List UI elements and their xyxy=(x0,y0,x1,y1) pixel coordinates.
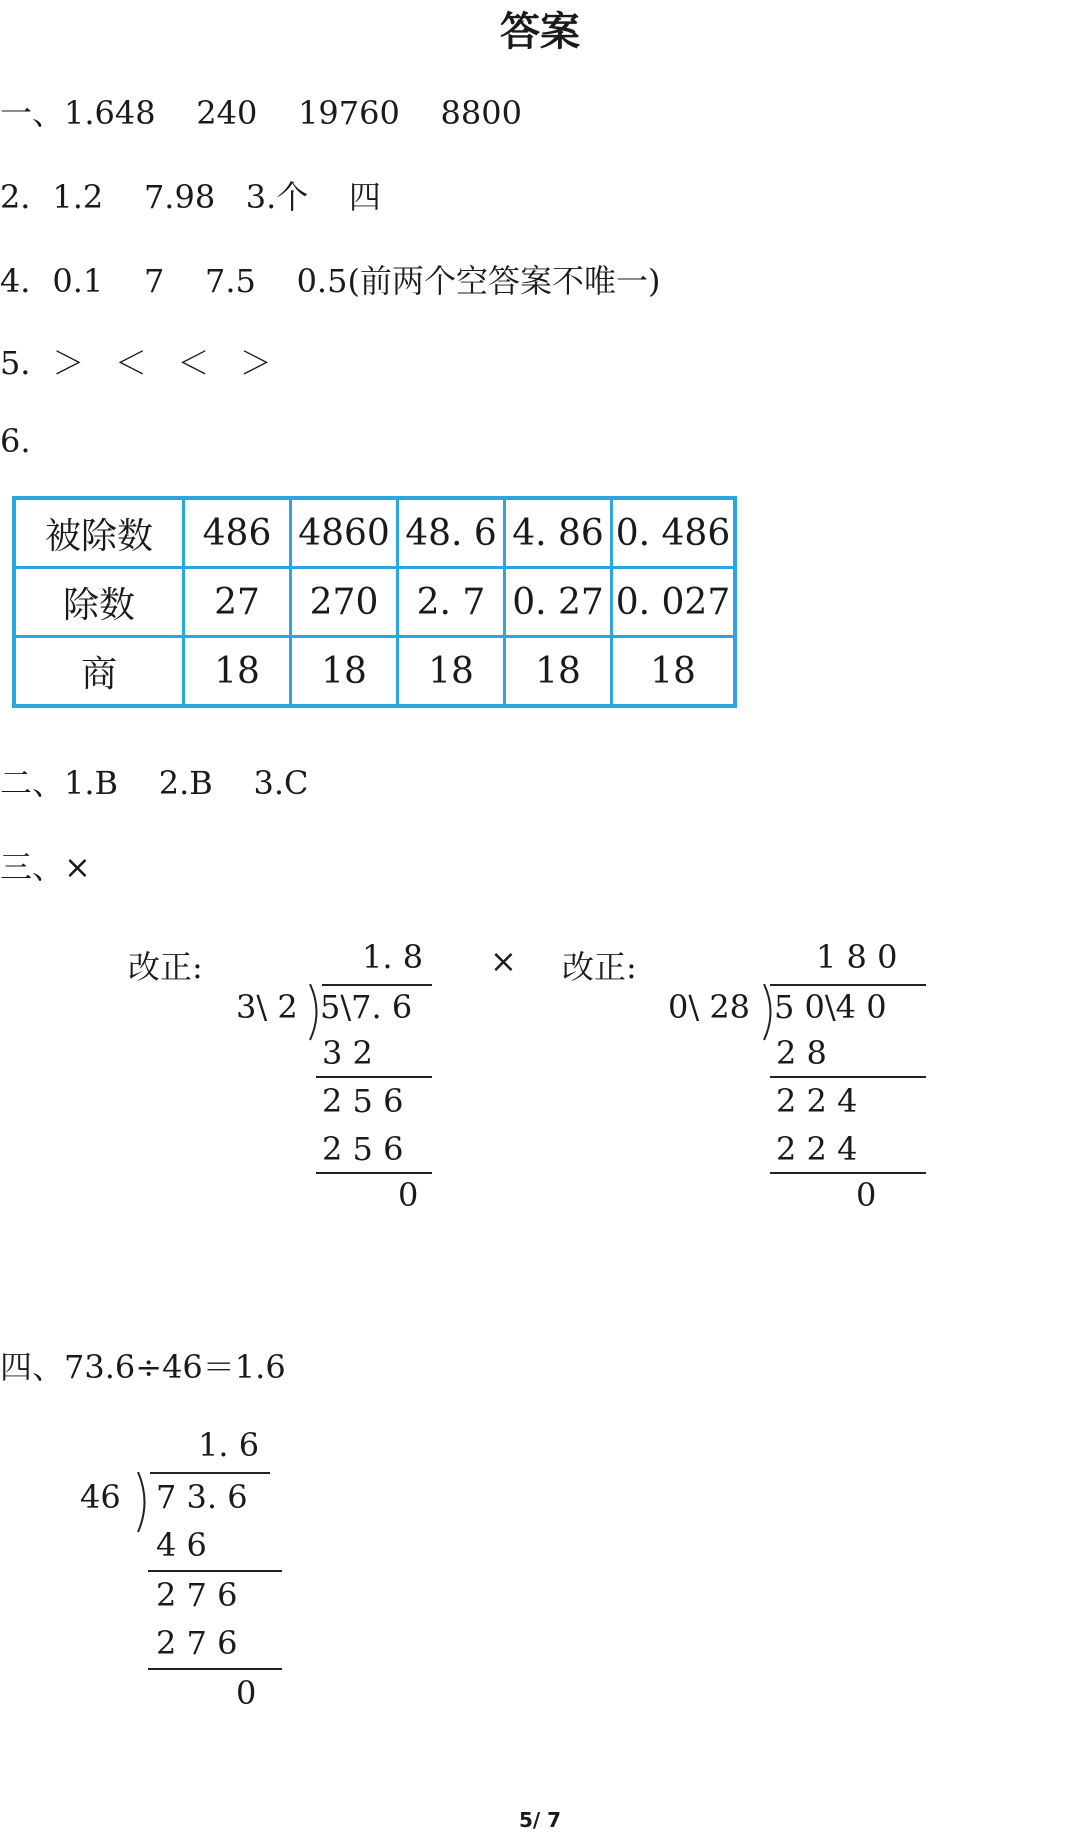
division-step: 2 7 6 xyxy=(156,1576,238,1614)
division-remainder: 0 xyxy=(856,1176,877,1214)
division-rule xyxy=(148,1668,282,1670)
division-step: 2 2 4 xyxy=(776,1130,858,1168)
division-bar xyxy=(150,1472,270,1474)
division-step: 2 2 4 xyxy=(776,1082,858,1120)
table-cell: 18 xyxy=(184,637,291,707)
answer-line-6: 6. xyxy=(0,422,31,460)
division-table xyxy=(12,496,737,708)
row-header-quotient: 商 xyxy=(14,637,184,707)
table-cell: 48. 6 xyxy=(398,498,505,568)
table-cell: 18 xyxy=(612,637,736,707)
division-rule xyxy=(770,1076,926,1078)
dividend: 5\7. 6 xyxy=(320,988,413,1026)
page-title: 答案 xyxy=(500,9,580,55)
table-cell: 4860 xyxy=(291,498,398,568)
division-step: 2 7 6 xyxy=(156,1624,238,1662)
table-cell: 486 xyxy=(184,498,291,568)
division-step: 3 2 xyxy=(322,1034,373,1072)
table-cell: 18 xyxy=(505,637,612,707)
division-remainder: 0 xyxy=(398,1176,419,1214)
division-rule xyxy=(316,1076,432,1078)
answer-line-1: 一、1.648 240 19760 8800 xyxy=(0,94,522,132)
table-cell: 27 xyxy=(184,568,291,637)
table-cell: 4. 86 xyxy=(505,498,612,568)
table-row xyxy=(14,568,735,637)
division-rule xyxy=(770,1172,926,1174)
quotient: 1. 6 xyxy=(198,1426,260,1464)
correction-label: 改正: xyxy=(128,948,203,986)
row-header-dividend: 被除数 xyxy=(14,498,184,568)
page-number: 5/ 7 xyxy=(518,1808,562,1832)
division-step: 2 5 6 xyxy=(322,1130,404,1168)
wrong-mark: × xyxy=(490,942,517,980)
division-bar xyxy=(770,984,926,986)
answer-section-4: 四、73.6÷46＝1.6 xyxy=(0,1348,286,1386)
divisor: 46 xyxy=(80,1478,121,1516)
table-cell: 270 xyxy=(291,568,398,637)
division-step: 4 6 xyxy=(156,1526,207,1564)
correction-label: 改正: xyxy=(562,948,637,986)
answer-section-2: 二、1.B 2.B 3.C xyxy=(0,764,309,802)
answer-line-2: 2．1.2 7.98 3.个 四 xyxy=(0,178,381,216)
table-cell: 0. 486 xyxy=(612,498,736,568)
answer-line-5: 5．＞ ＜ ＜ ＞ xyxy=(0,344,272,382)
division-step: 2 8 xyxy=(776,1034,827,1072)
division-step: 2 5 6 xyxy=(322,1082,404,1120)
table-cell: 0. 27 xyxy=(505,568,612,637)
table-row xyxy=(14,498,735,568)
table-cell: 18 xyxy=(291,637,398,707)
divisor: 0\ 28 xyxy=(668,988,751,1026)
dividend: 7 3. 6 xyxy=(156,1478,248,1516)
dividend: 5 0\4 0 xyxy=(774,988,887,1026)
division-bracket-icon xyxy=(136,1472,152,1534)
quotient: 1 8 0 xyxy=(816,938,898,976)
table-row xyxy=(14,637,735,707)
division-rule xyxy=(148,1570,282,1572)
table-cell: 2. 7 xyxy=(398,568,505,637)
answer-line-4: 4．0.1 7 7.5 0.5(前两个空答案不唯一) xyxy=(0,262,661,300)
division-remainder: 0 xyxy=(236,1674,257,1712)
division-bar xyxy=(322,984,432,986)
table-cell: 18 xyxy=(398,637,505,707)
division-rule xyxy=(316,1172,432,1174)
divisor: 3\ 2 xyxy=(236,988,298,1026)
table-cell: 0. 027 xyxy=(612,568,736,637)
answer-section-3: 三、× xyxy=(0,848,91,886)
row-header-divisor: 除数 xyxy=(14,568,184,637)
quotient: 1. 8 xyxy=(362,938,424,976)
